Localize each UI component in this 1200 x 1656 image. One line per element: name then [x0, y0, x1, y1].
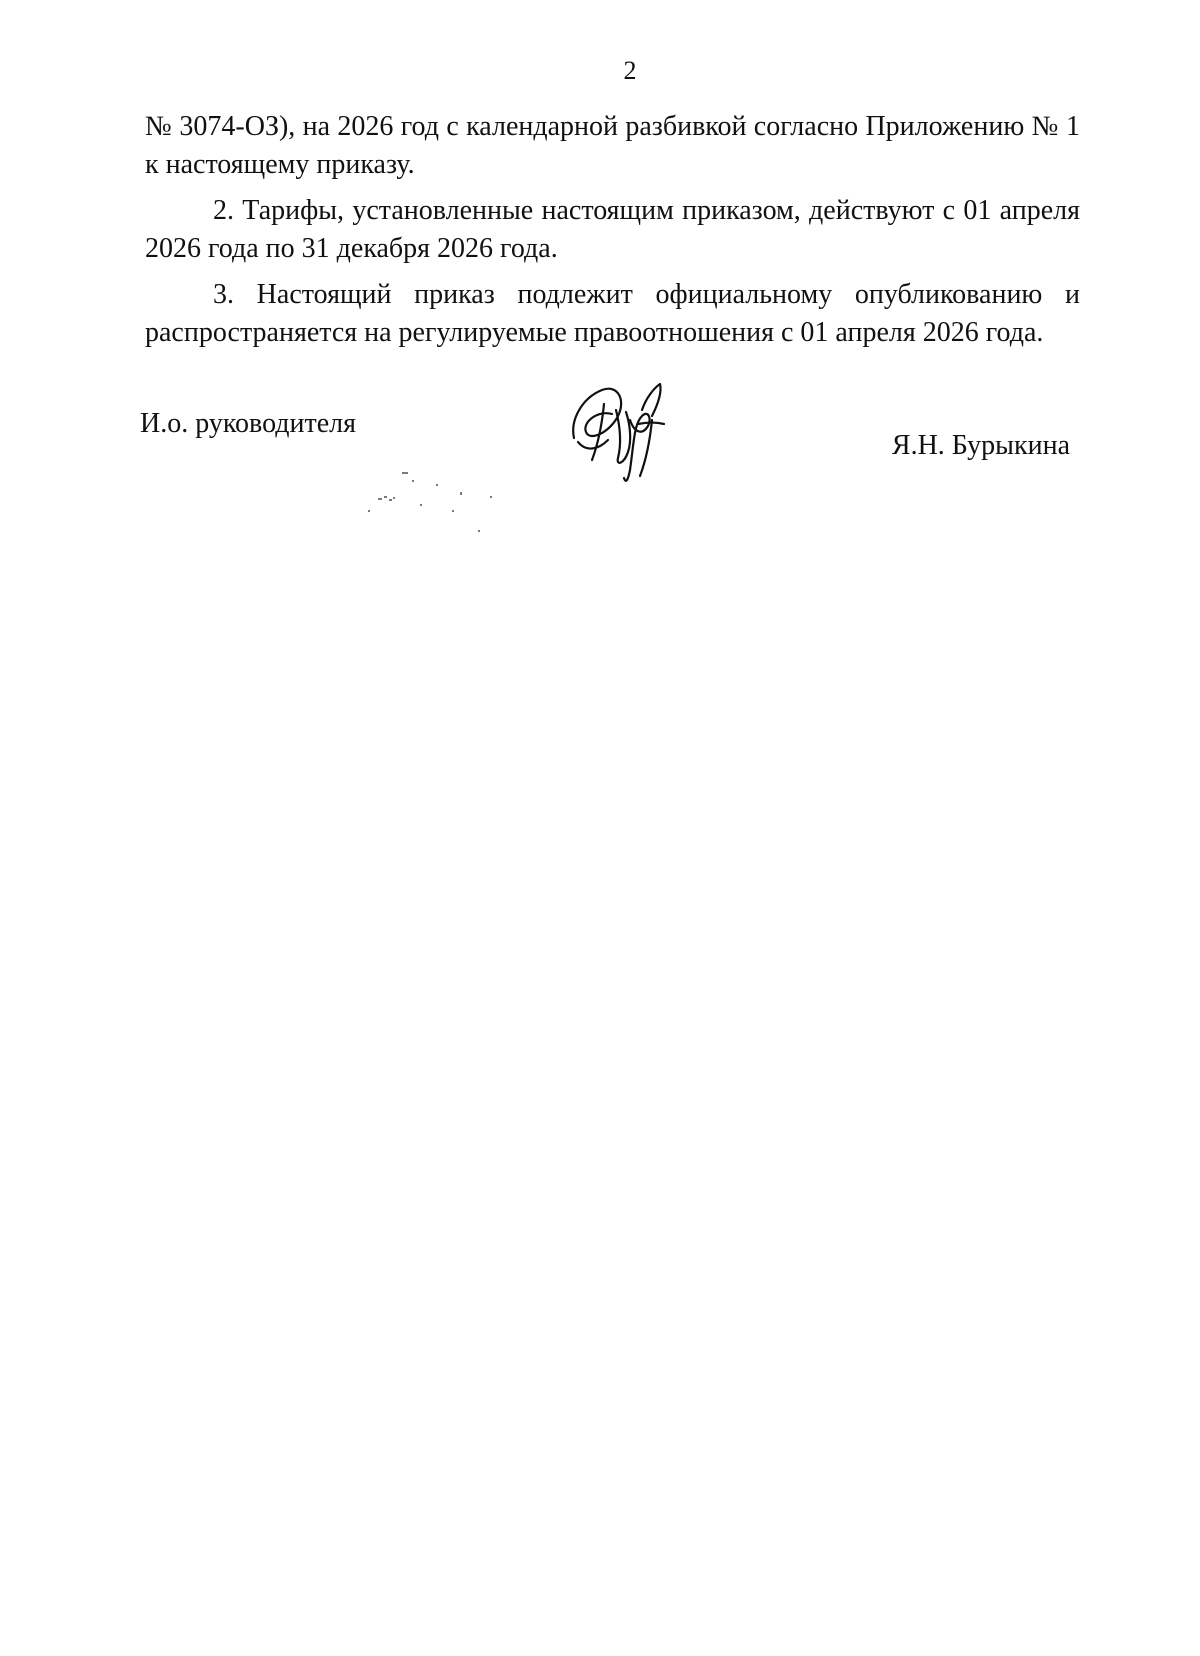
scan-specks-icon	[360, 470, 530, 550]
paragraph-continuation: № 3074-ОЗ), на 2026 год с календарной разбивкой согласно Приложению № 1 к настоящему приказу.	[145, 111, 1080, 180]
paragraph-tariff-period: 2. Тарифы, установленные настоящим приказом, действуют с 01 апреля 2026 года по 31 декабря 2026 года.	[145, 195, 1080, 264]
signatory-position: И.о. руководителя	[140, 408, 357, 439]
handwritten-signature-icon	[568, 380, 678, 490]
document-body	[145, 108, 1080, 360]
paragraph-publication: 3. Настоящий приказ подлежит официальному опубликованию и распространяется на регулируемые правоотношения с 01 апреля 2026 года.	[145, 279, 1080, 348]
page-number: 2	[623, 56, 637, 85]
signatory-name: Я.Н. Бурыкина	[891, 430, 1070, 461]
